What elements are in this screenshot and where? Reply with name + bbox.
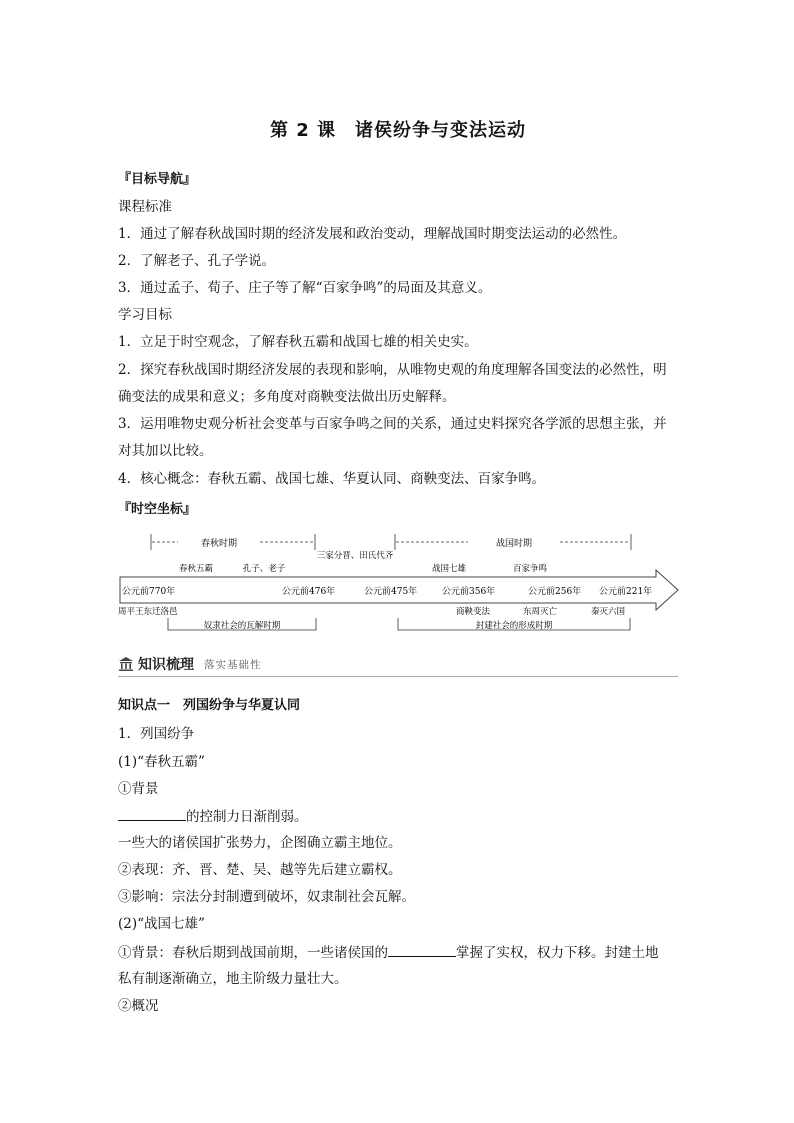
section-subtitle: 落实基础性: [204, 659, 262, 671]
event-chunqiu-wuba: 春秋五霸: [178, 564, 214, 574]
background-2-after: 掌握了实权，权力下移。封建土地: [456, 945, 659, 961]
item-1: 1．列国纷争: [118, 726, 195, 742]
date-221: 公元前221年: [599, 587, 653, 597]
event-dongqian-luoyi: 周平王东迁洛邑: [118, 607, 178, 617]
event-qin-mie-liuguo: 秦灭六国: [590, 607, 626, 617]
standard-1: 1．通过了解春秋战国时期的经济发展和政治变动，理解战国时期变法运动的必然性。: [118, 226, 627, 242]
lesson-title: 第 2 课 诸侯纷争与变法运动: [269, 120, 527, 141]
era-feudal-label: 封建社会的形成时期: [475, 621, 553, 631]
event-shangyang-bianfa: 商鞅变法: [455, 607, 491, 617]
effect: ③影响：宗法分封制遭到破坏，奴隶制社会瓦解。: [118, 889, 415, 905]
timeline-diagram: [118, 526, 680, 636]
standard-2: 2．了解老子、孔子学说。: [118, 253, 276, 269]
background-2-line2: 私有制逐渐确立，地主阶级力量壮大。: [118, 971, 348, 987]
background-1-label: ①背景: [118, 781, 159, 797]
date-475: 公元前475年: [364, 587, 418, 597]
sub-item-1: (1)“春秋五霸”: [118, 754, 205, 770]
goal-2-line2: 确变法的成果和意义；多角度对商鞅变法做出历史解释。: [118, 389, 456, 405]
standard-3: 3．通过孟子、荀子、庄子等了解“百家争鸣”的局面及其意义。: [118, 280, 492, 296]
era-slave-label: 奴隶社会的瓦解时期: [203, 621, 281, 631]
goal-3-line2: 对其加以比较。: [118, 443, 213, 459]
background-1-line2: 一些大的诸侯国扩张势力，企图确立霸主地位。: [118, 835, 402, 851]
goal-nav-heading: 『目标导航』: [118, 172, 197, 187]
fill-blank-2[interactable]: [388, 942, 456, 957]
temple-icon: [118, 656, 134, 672]
date-356: 公元前356年: [442, 587, 496, 597]
section-header: [118, 654, 678, 677]
background-2-before: ①背景：春秋后期到战国前期，一些诸侯国的: [118, 945, 388, 961]
background-1-text: 的控制力日渐削弱。: [186, 809, 308, 825]
event-sanjia-fenjin: 三家分晋、田氏代齐: [316, 551, 394, 561]
event-zhanguo-qixiong: 战国七雄: [431, 564, 467, 574]
event-baijia-zhengming: 百家争鸣: [512, 564, 548, 574]
goal-4: 4．核心概念：春秋五霸、战国七雄、华夏认同、商鞅变法、百家争鸣。: [118, 471, 546, 487]
date-256: 公元前256年: [528, 587, 582, 597]
goal-1: 1．立足于时空观念，了解春秋五霸和战国七雄的相关史实。: [118, 334, 478, 350]
period-chunqiu-label: 春秋时期: [200, 539, 238, 549]
period-zhanguo-label: 战国时期: [495, 539, 533, 549]
event-dongzhou-miewang: 东周灭亡: [522, 607, 558, 617]
standard-label: 课程标准: [118, 199, 172, 215]
goal-label: 学习目标: [118, 307, 172, 323]
background-2-line1: [118, 942, 659, 963]
goal-3-line1: 3．运用唯物史观分析社会变革与百家争鸣之间的关系，通过史料探究各学派的思想主张，并: [118, 416, 667, 432]
section-title: 知识梳理: [138, 657, 194, 673]
background-1-line1: [118, 806, 308, 827]
fill-blank-1[interactable]: [118, 806, 186, 821]
knowledge-point-title: 知识点一 列国纷争与华夏认同: [118, 698, 301, 713]
timeline-heading: 『时空坐标』: [118, 502, 197, 517]
performance: ②表现：齐、晋、楚、吴、越等先后建立霸权。: [118, 862, 402, 878]
date-476: 公元前476年: [282, 587, 336, 597]
overview-label: ②概况: [118, 998, 159, 1014]
event-kongzi-laozi: 孔子、老子: [242, 564, 286, 574]
goal-2-line1: 2．探究春秋战国时期经济发展的表现和影响，从唯物史观的角度理解各国变法的必然性，明: [118, 362, 667, 378]
sub-item-2: (2)“战国七雄”: [118, 916, 205, 932]
date-770: 公元前770年: [122, 587, 176, 597]
